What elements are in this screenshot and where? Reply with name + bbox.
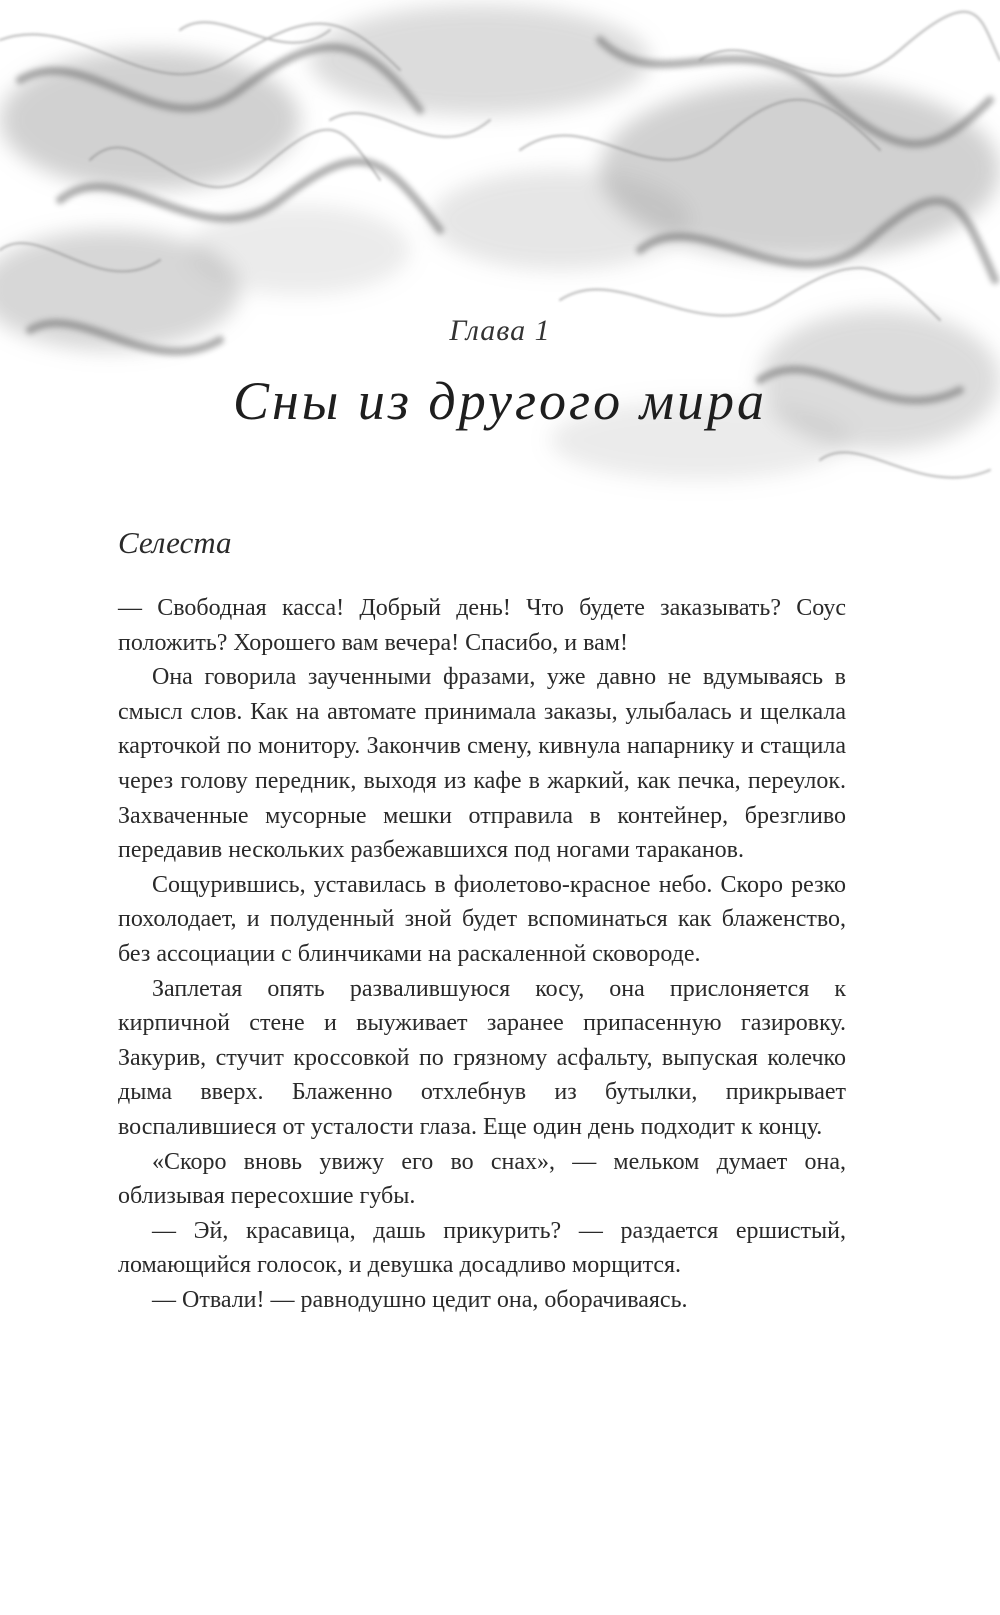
smoke-illustration bbox=[0, 0, 1000, 560]
paragraph: «Скоро вновь увижу его во снах», — мельком думает она, облизывая пересохшие губы. bbox=[118, 1148, 846, 1210]
paragraph: Сощурившись, уставилась в фиолетово-красное небо. Скоро резко похолодает, и полуденный зной будет вспоминаться как блаженство, без ассоциации с блинчиками на раскаленной сковороде. bbox=[118, 871, 846, 967]
chapter-title: Сны из другого мира bbox=[232, 371, 768, 431]
chapter-number: Глава 1 bbox=[449, 314, 551, 347]
chapter-text bbox=[118, 591, 846, 1317]
section-pov-heading: Селеста bbox=[118, 525, 232, 560]
paragraph: — Свободная касса! Добрый день! Что будете заказывать? Соус положить? Хорошего вам вечера! Спасибо, и вам! bbox=[118, 595, 846, 656]
paragraph: — Отвали! — равнодушно цедит она, оборачиваясь. bbox=[152, 1286, 688, 1313]
paragraph: — Эй, красавица, дашь прикурить? — раздается ершистый, ломающийся голосок, и девушка досадливо морщится. bbox=[118, 1217, 846, 1279]
paragraph: Она говорила заученными фразами, уже давно не вдумываясь в смысл слов. Как на автомате принимала заказы, улыбалась и щелкала карточкой по монитору. Закончив смену, кивнула напарнику и стащила через голову передник, выходя из кафе в жаркий, как печка, переулок. Захваченные мусорные мешки отправила в контейнер, брезгливо передавив нескольких разбежавшихся под ногами тараканов. bbox=[118, 664, 846, 864]
paragraph: Заплетая опять развалившуюся косу, она прислоняется к кирпичной стене и выуживает заранее припасенную газировку. Закурив, стучит кроссовкой по грязному асфальту, выпуская колечко дыма вверх. Блаженно отхлебнув из бутылки, прикрывает воспалившиеся от усталости глаза. Еще один день подходит к концу. bbox=[118, 975, 846, 1140]
